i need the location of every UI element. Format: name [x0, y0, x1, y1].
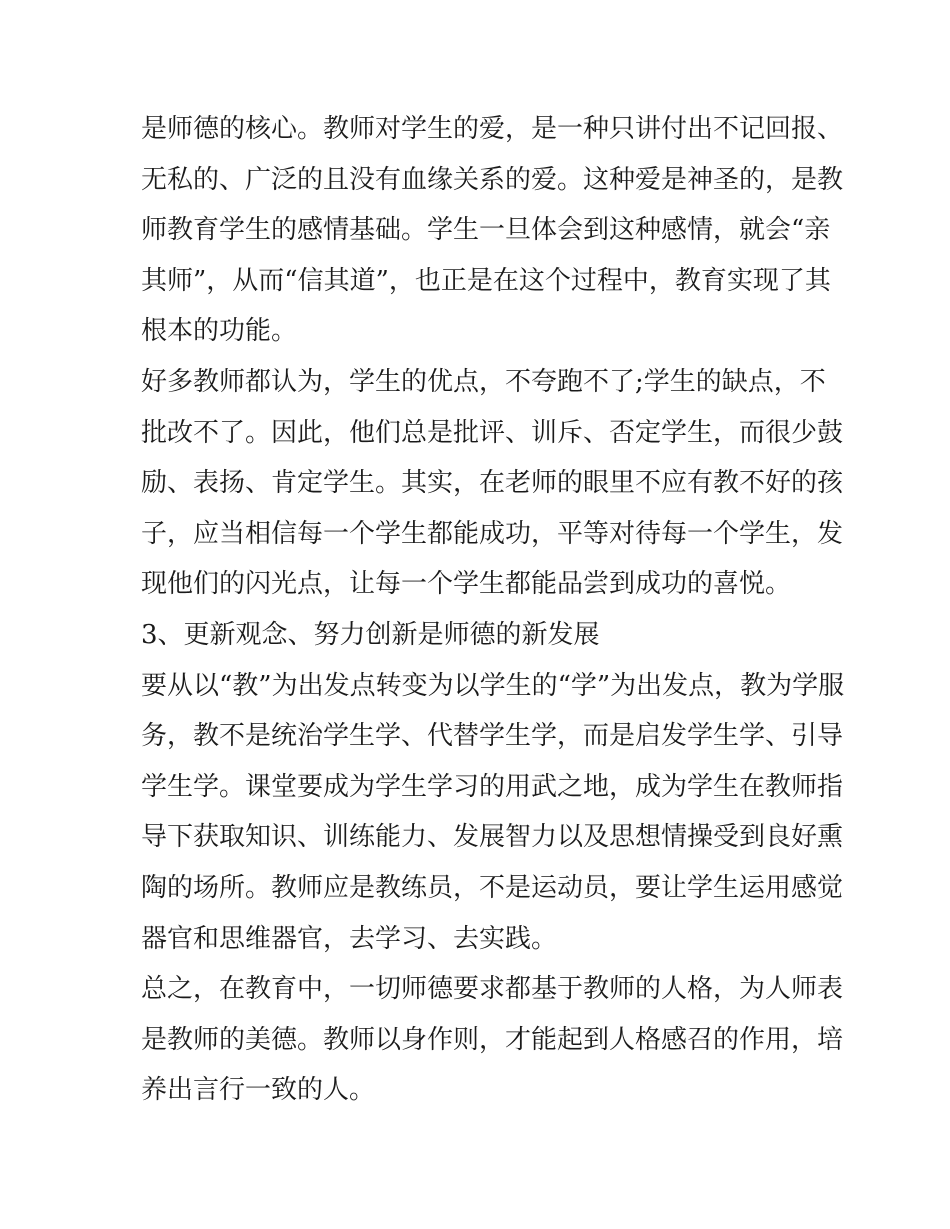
text-line: 励、表扬、肯定学生。其实，在老师的眼里不应有教不好的孩	[141, 468, 844, 499]
text-line: 根本的功能。	[141, 316, 298, 347]
heading-line: 3、更新观念、努力创新是师德的新发展	[141, 619, 600, 650]
paragraph-student-centered	[141, 661, 845, 965]
text-line: 导下获取知识、训练能力、发展智力以及思想情操受到良好熏	[141, 822, 844, 853]
text-line: 学生学。课堂要成为学生学习的用武之地，成为学生在教师指	[141, 771, 844, 802]
text-line: 陶的场所。教师应是教练员，不是运动员，要让学生运用感觉	[141, 872, 844, 903]
document-body	[141, 104, 845, 1116]
paragraph-student-strengths	[141, 357, 844, 610]
text-line: 无私的、广泛的且没有血缘关系的爱。这种爱是神圣的，是教	[141, 164, 844, 195]
text-line: 务，教不是统治学生学、代替学生学，而是启发学生学、引导	[141, 721, 844, 752]
text-line: 总之，在教育中，一切师德要求都基于教师的人格，为人师表	[141, 974, 844, 1005]
text-line: 子，应当相信每一个学生都能成功，平等对待每一个学生，发	[141, 518, 844, 549]
text-line: 要从以“教”为出发点转变为以学生的“学”为出发点，教为学服	[141, 670, 845, 701]
text-line: 现他们的闪光点，让每一个学生都能品尝到成功的喜悦。	[141, 569, 792, 600]
text-line: 师教育学生的感情基础。学生一旦体会到这种感情，就会“亲	[141, 215, 831, 246]
text-line: 其师”，从而“信其道”，也正是在这个过程中，教育实现了其	[141, 265, 831, 296]
text-line: 是师德的核心。教师对学生的爱，是一种只讲付出不记回报、	[141, 114, 844, 144]
text-line: 养出言行一致的人。	[141, 1075, 376, 1106]
text-line: 好多教师都认为，学生的优点，不夸跑不了;学生的缺点，不	[141, 366, 826, 397]
text-line: 器官和思维器官，去学习、去实践。	[141, 923, 558, 954]
section-heading-3	[141, 610, 813, 661]
paragraph-teacher-love	[141, 104, 844, 357]
text-line: 批改不了。因此，他们总是批评、训斥、否定学生，而很少鼓	[141, 417, 844, 448]
paragraph-conclusion	[141, 964, 844, 1116]
text-line: 是教师的美德。教师以身作则，才能起到人格感召的作用，培	[141, 1024, 844, 1055]
